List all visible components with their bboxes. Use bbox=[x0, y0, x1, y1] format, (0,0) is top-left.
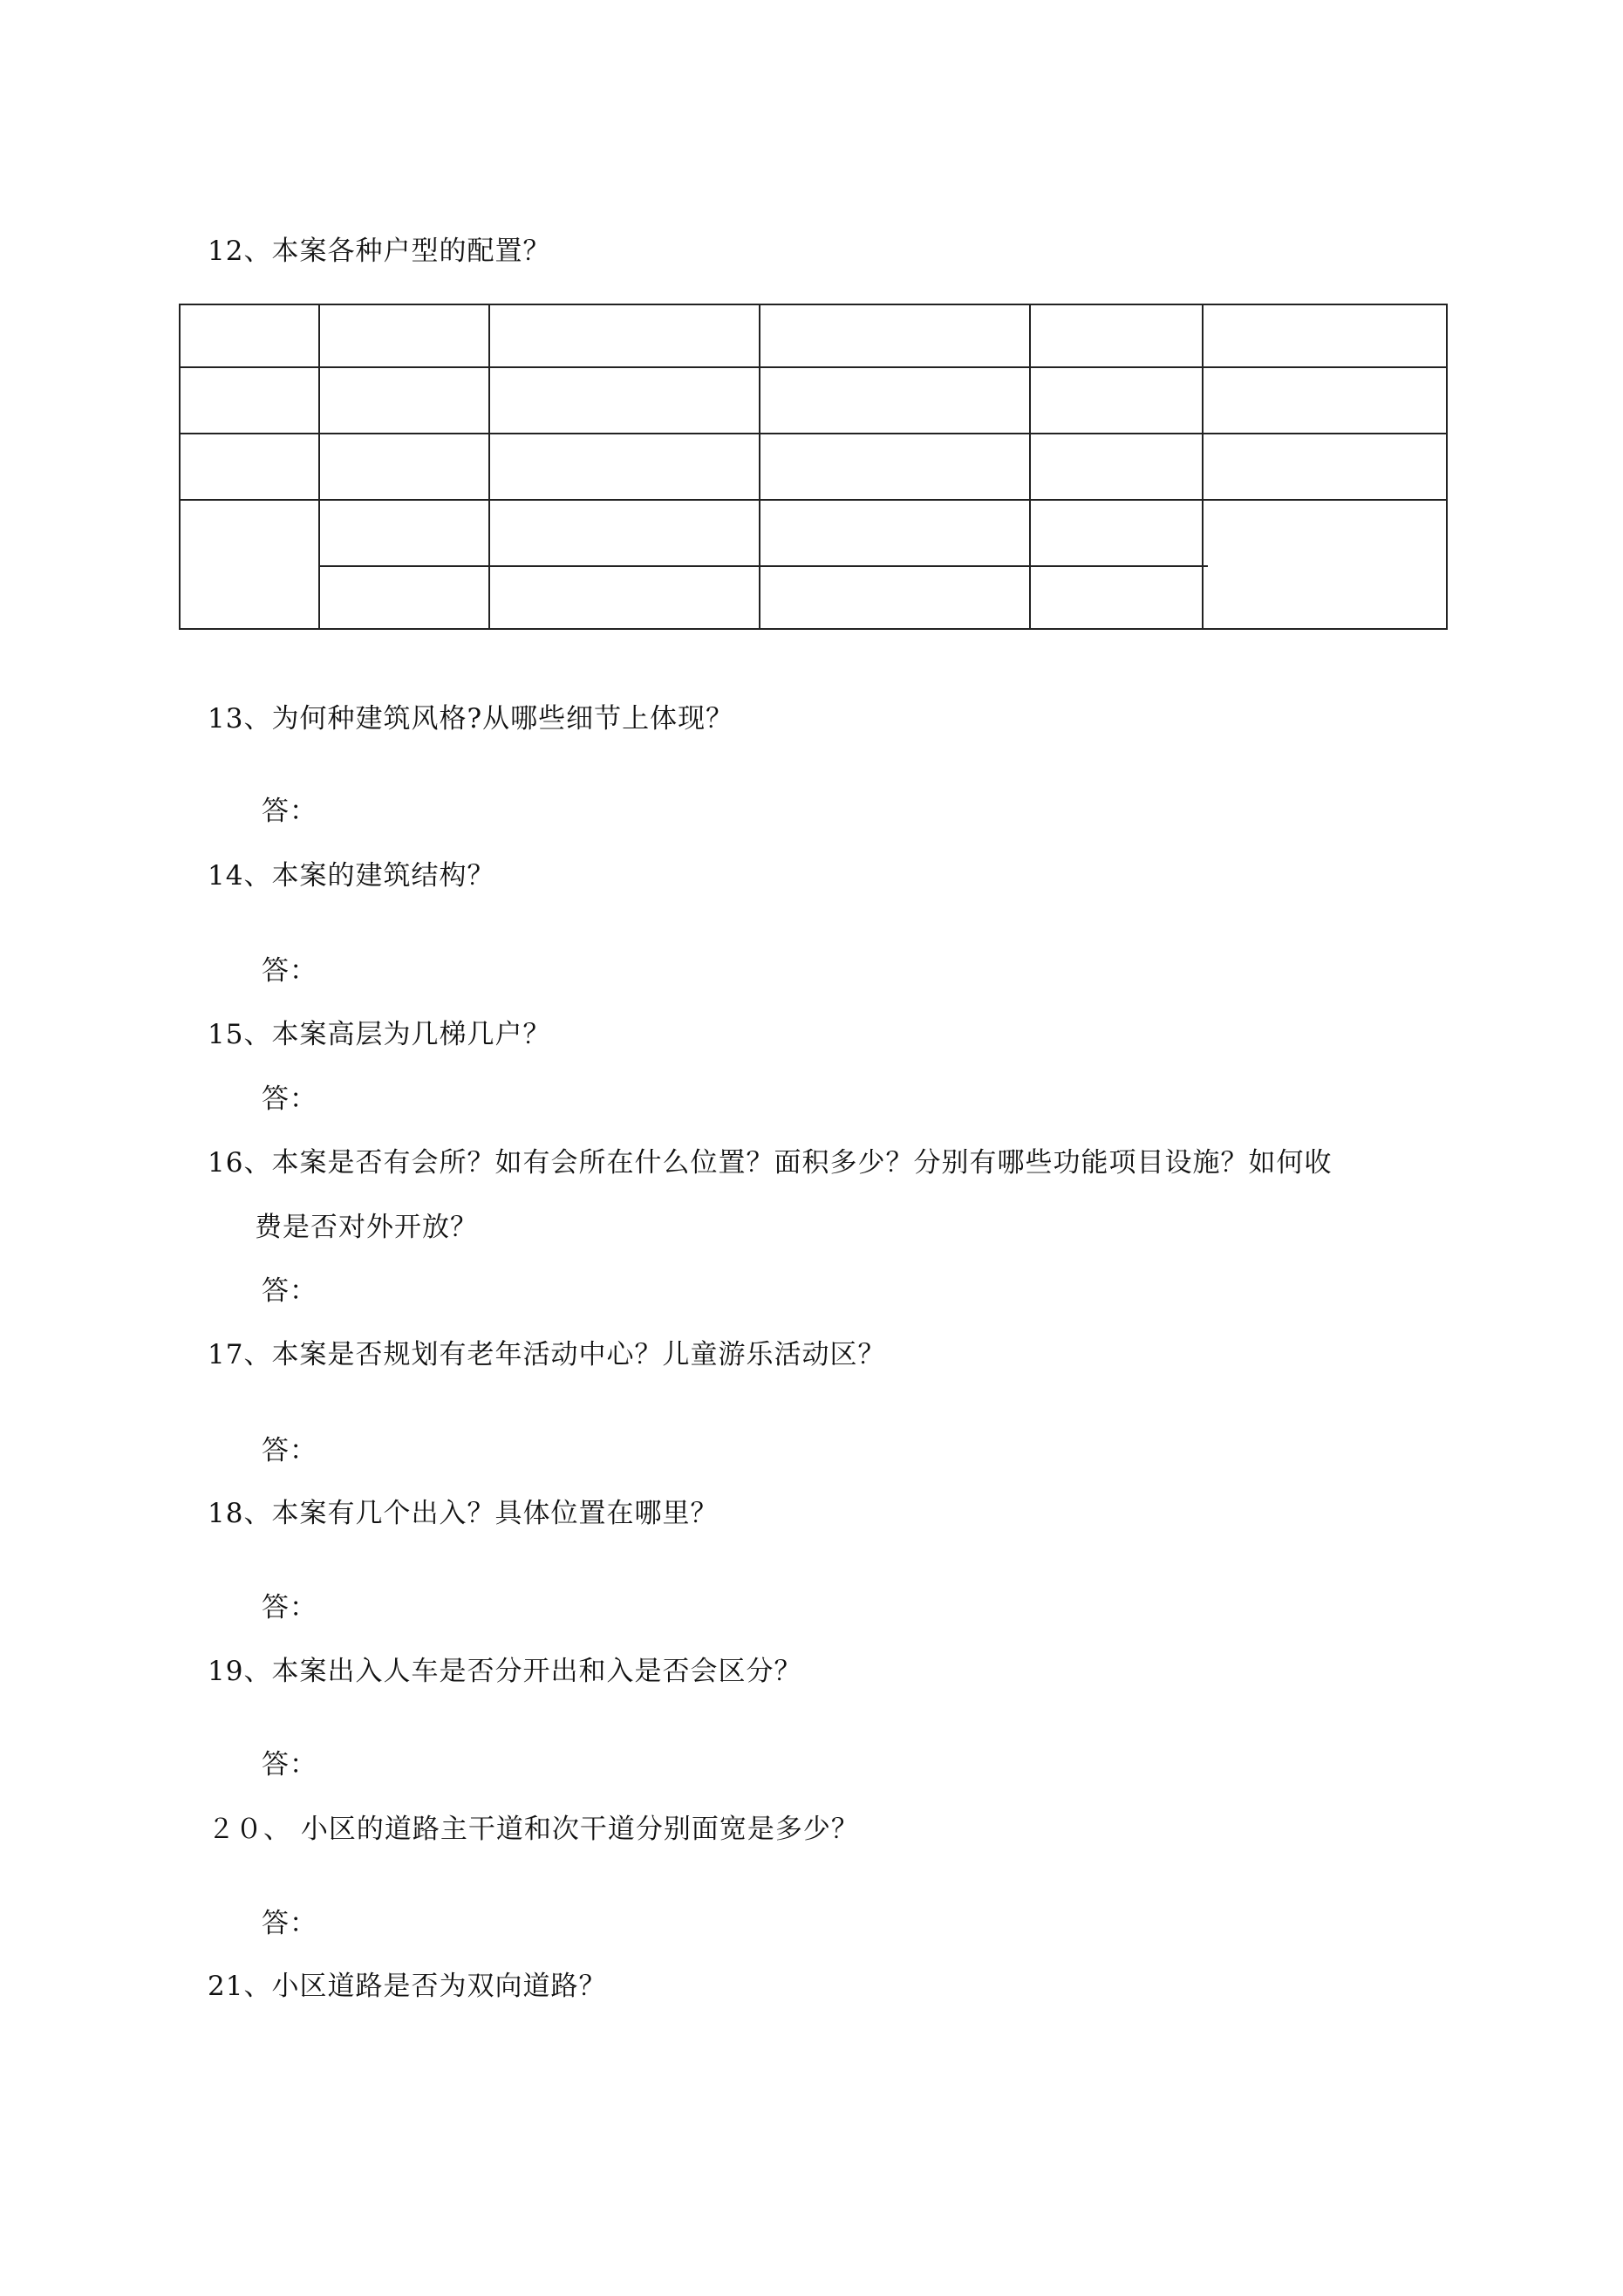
question-12: 12、本案各种户型的配置？ bbox=[208, 236, 551, 267]
table-col-divider bbox=[1029, 305, 1031, 628]
table-col-divider bbox=[488, 305, 490, 628]
answer-label: 答： bbox=[262, 1275, 317, 1307]
table-col-divider bbox=[759, 305, 760, 628]
answer-label: 答： bbox=[262, 1083, 317, 1115]
answer-label: 答： bbox=[262, 1749, 317, 1780]
question-13: 13、为何种建筑风格?从哪些细节上体现？ bbox=[208, 703, 734, 735]
table-col-divider bbox=[318, 305, 320, 628]
answer-label: 答： bbox=[262, 1908, 317, 1939]
question-19: 19、本案出入人车是否分开出和入是否会区分？ bbox=[208, 1656, 802, 1687]
question-14: 14、本案的建筑结构？ bbox=[208, 860, 495, 892]
table-row-divider bbox=[318, 565, 1208, 567]
question-17: 17、本案是否规划有老年活动中心？儿童游乐活动区？ bbox=[208, 1339, 886, 1370]
question-20: ２０、 小区的道路主干道和次干道分别面宽是多少？ bbox=[208, 1814, 859, 1845]
answer-label: 答： bbox=[262, 1435, 317, 1466]
question-15: 15、本案高层为几梯几户？ bbox=[208, 1019, 551, 1050]
answer-label: 答： bbox=[262, 955, 317, 987]
table-col-divider bbox=[1202, 305, 1204, 628]
answer-label: 答： bbox=[262, 1592, 317, 1623]
table-row-divider bbox=[181, 366, 1446, 368]
unit-config-table bbox=[179, 304, 1448, 630]
question-16-continuation: 费是否对外开放？ bbox=[255, 1212, 478, 1243]
question-21: 21、小区道路是否为双向道路？ bbox=[208, 1971, 607, 2002]
answer-label: 答： bbox=[262, 796, 317, 827]
table-row-divider bbox=[181, 433, 1446, 434]
question-16: 16、本案是否有会所？如有会所在什么位置？面积多少？分别有哪些功能项目设施？如何收 bbox=[208, 1147, 1333, 1179]
question-18: 18、本案有几个出入？具体位置在哪里？ bbox=[208, 1498, 719, 1529]
table-row-divider bbox=[181, 499, 1446, 501]
